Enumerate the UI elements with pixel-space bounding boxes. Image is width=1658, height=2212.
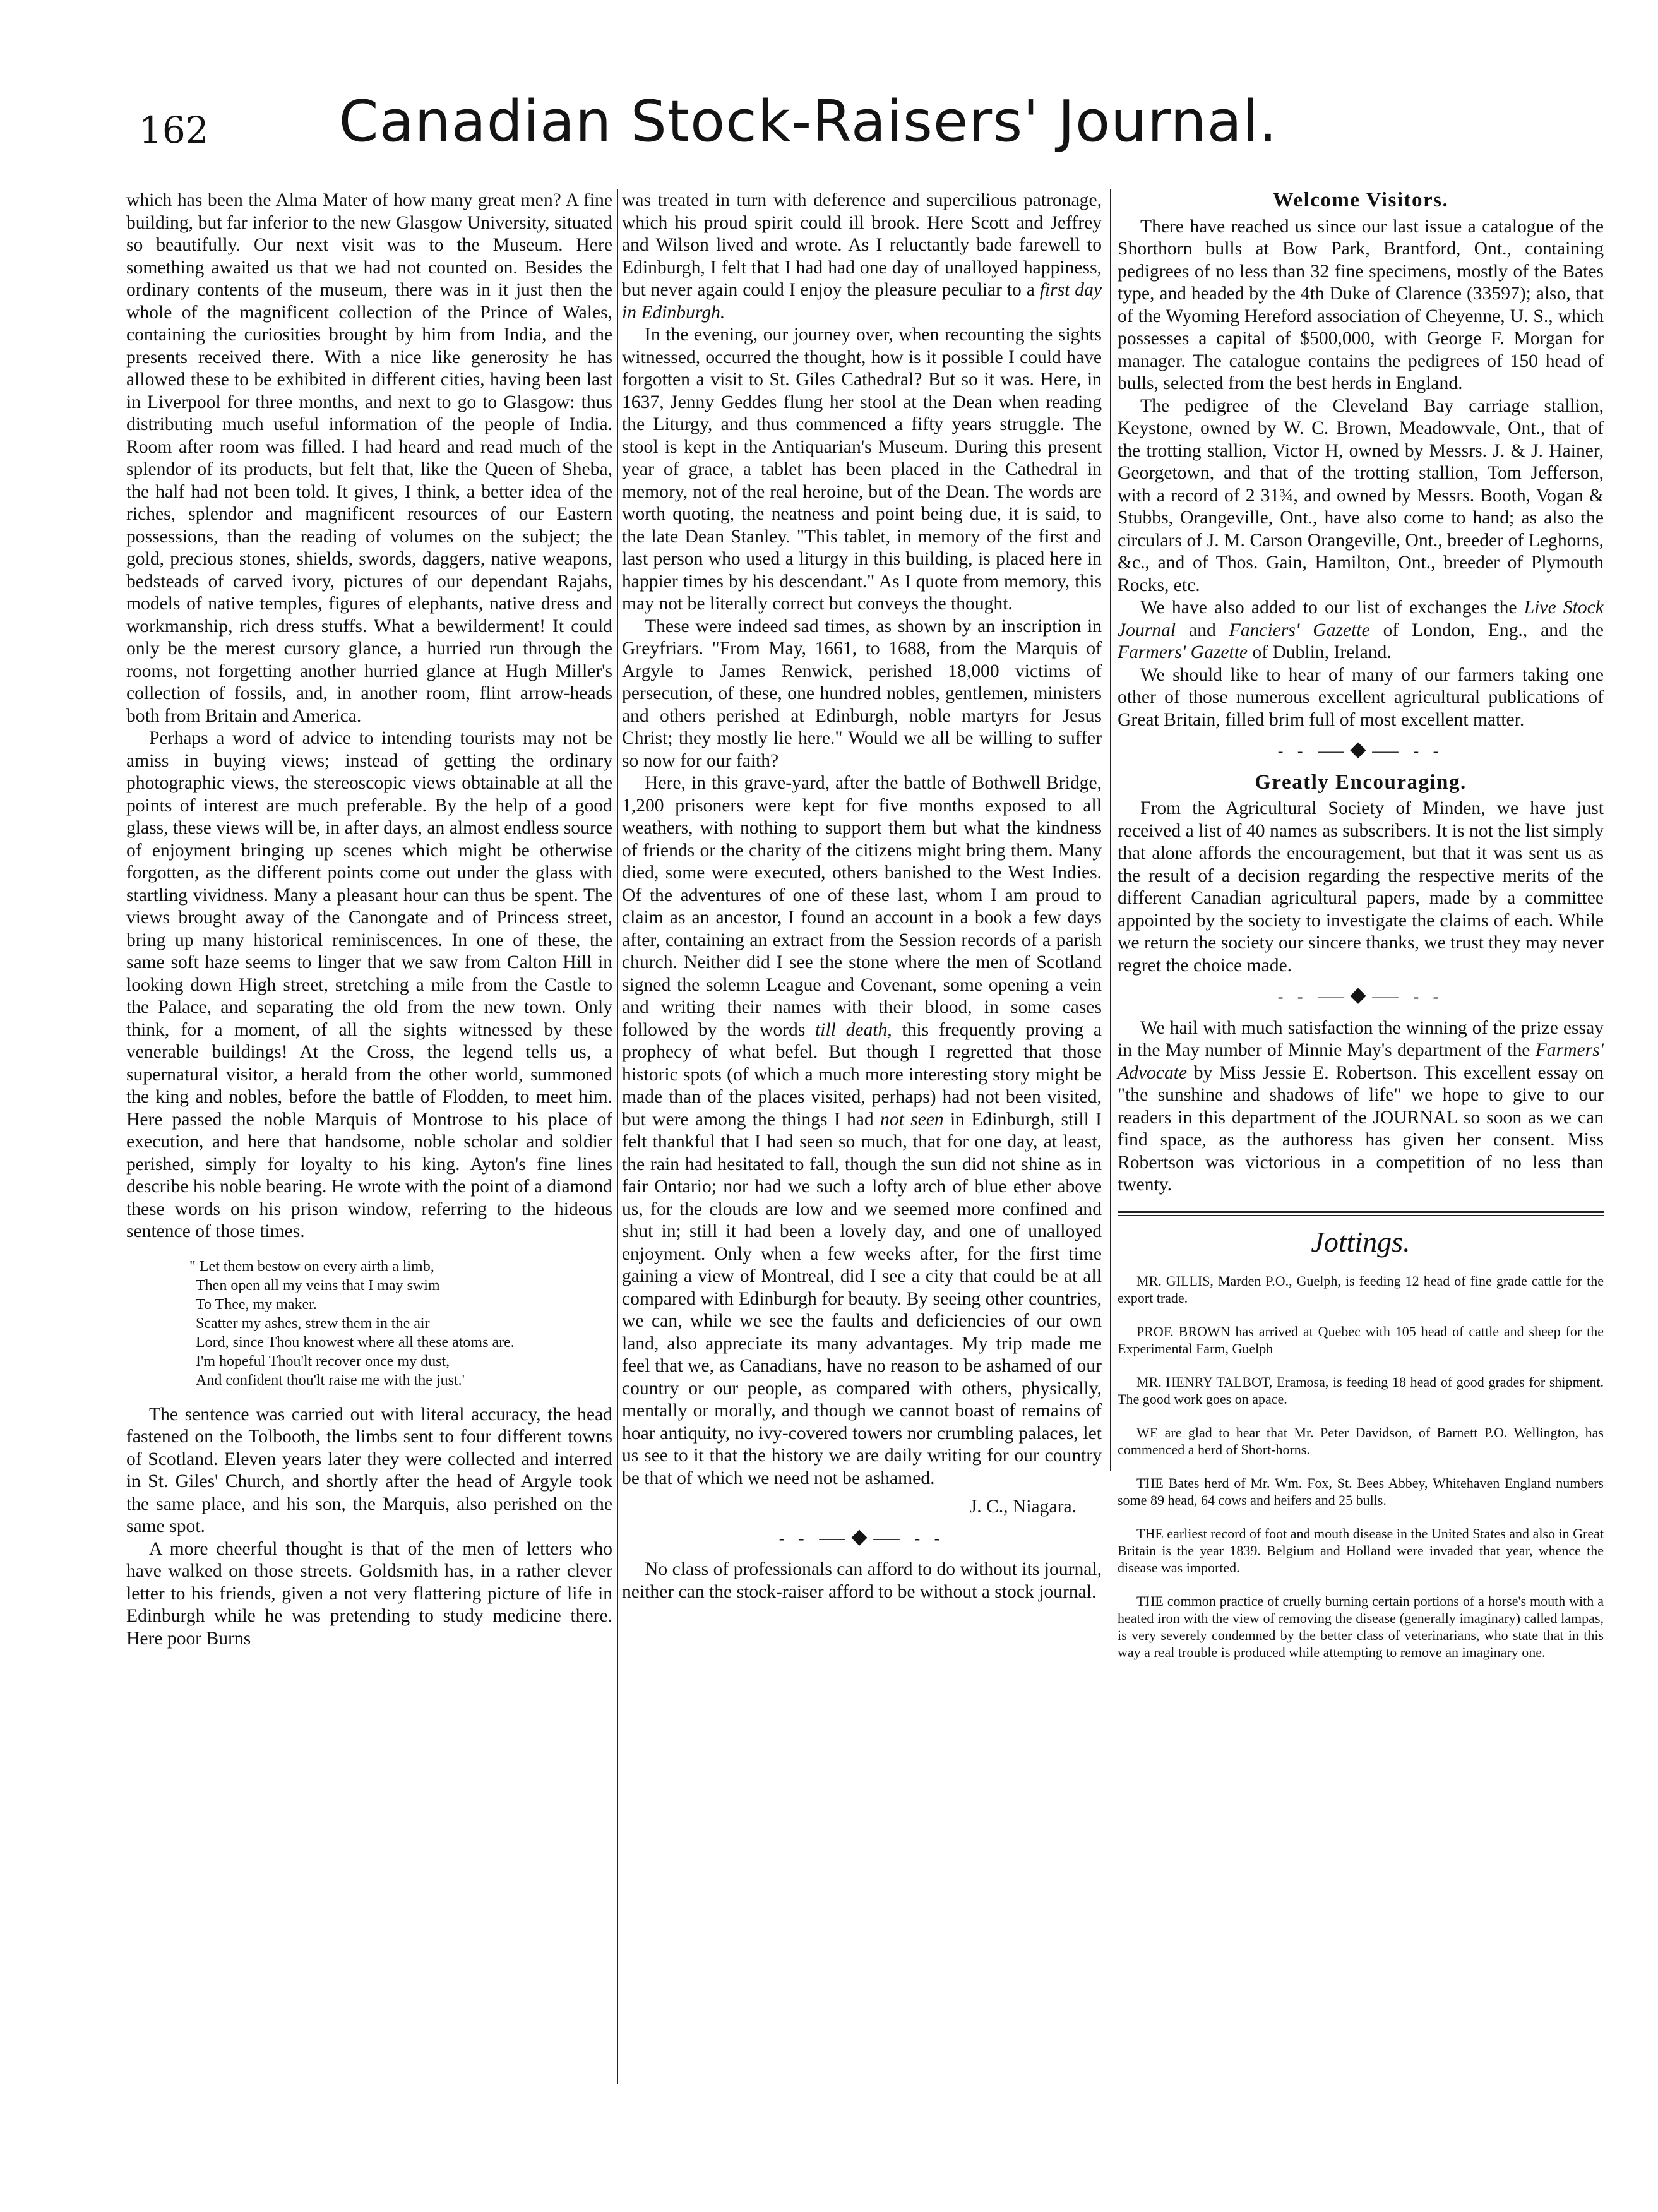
article-paragraph (1118, 597, 1604, 664)
poem-line: To Thee, my maker. (196, 1296, 317, 1313)
text-run: this frequently proving a prophecy of what befel. But though I regretted that those historic spots (of which a much more interesting story might be made than of the places visited, perhaps) had not been visited, but were among the things I had (622, 1019, 1102, 1130)
article-paragraph: No class of professionals can afford to do without its journal, neither can the stock-raiser afford to be without a stock journal. (622, 1559, 1102, 1602)
jottings-heading: Jottings. (1311, 1225, 1410, 1258)
jotting-item: THE earliest record of foot and mouth disease in the United States and also in Great Britain is the year 1839. Belgium and Holland were invaded that year, whence the disease was imported. (1118, 1525, 1604, 1575)
jotting-item: THE common practice of cruelly burning certain portions of a horse's mouth with a heated iron with the view of removing the disease (generally imaginary) called lampas, is very severely condemned by the better class of veterinarians, who state that in this way a real trouble is produced while attempting to remove an imaginary one. (1118, 1593, 1604, 1660)
column-rule-right (1110, 189, 1111, 1471)
text-run: of Dublin, Ireland. (1248, 642, 1392, 662)
jotting-item: THE Bates herd of Mr. Wm. Fox, St. Bees Abbey, Whitehaven England numbers some 89 head, 64 cows and heifers and 25 bulls. (1118, 1474, 1604, 1508)
poem-line: And confident thou'lt raise me with the just.' (196, 1372, 465, 1389)
text-run: We hail with much satisfaction the winning of the prize essay in the May number of Minnie May's department of the (1118, 1017, 1604, 1060)
article-paragraph (1118, 1017, 1604, 1197)
text-run: was treated in turn with deference and supercilious patronage, which his proud spirit could ill brook. Here Scott and Jeffrey and Wilson lived and wrote. As I reluctantly bade farewell to Edinburgh, I felt that I had had one day of unalloyed happiness, but never again could I enjoy the pleasure peculiar to a (622, 190, 1102, 300)
ornament-divider: - - ⸺◆⸺ - - (1277, 988, 1444, 1006)
section-heading: Welcome Visitors. (1272, 189, 1449, 212)
article-paragraph: A more cheerful thought is that of the men of letters who have walked on those streets. Goldsmith has, in a rather clever letter to his friends, given a not very flattering picture of life in Edinburgh while he was pretending to study medicine there. Here poor Burns (126, 1538, 612, 1649)
text-run: Here, in this grave-yard, after the battle of Bothwell Bridge, 1,200 prisoners were kept for five months exposed to all weathers, with nothing to support them but what the kindness of friends or the charity of the citizens might bring them. Many died, some were executed, others banished to the West Indies. Of the adventures of one of these last, whom I am proud to claim as an ancestor, I found an account in a book a few days after, containing an extract from the Session records of a parish church. Neither did I see the stone where the men of Scotland signed the solemn League and Covenant, some opening a vein and writing their names with their blood, in some cases followed by the words (622, 773, 1102, 1040)
article-paragraph: From the Agricultural Society of Minden, we have just received a list of 40 names as subscribers. It is not the list simply that alone affords the encouragement, but that it was sent us as the result of a decision regarding the respective merits of the different Canadian agricultural papers, made by a committee appointed by the society to investigate the claims of each. While we return the society our sincere thanks, we trust they may never regret the choice made. (1118, 798, 1604, 976)
article-paragraph (622, 772, 1102, 1490)
ornament-divider: - - ⸺◆⸺ - - (1277, 742, 1444, 760)
poem-line: I'm hopeful Thou'lt recover once my dust, (196, 1353, 450, 1370)
page-header (139, 88, 1477, 170)
italic-text: Fanciers' Gazette (1229, 619, 1370, 640)
text-run: in Edinburgh, still I felt thankful that I had seen so much, that for one day, at least, the rain had hesitated to fall, though the sun did not shine as in fair Ontario; nor had we such a lofty arch of blue ether above us, for the clouds are low and we seemed more confined and shut in; still it had been a lovely day, and one of unalloyed enjoyment. Only when a few weeks after, for the first time gaining a view of Montreal, did I see a city that could be at all compared with Edinburgh for beauty. By seeing other countries, we can, while we see the faults and deficiencies of our own land, also appreciate its many advantages. My trip made me feel that we, as Canadians, have no reason to be ashamed of our country or our people, as compared with others, physically, mentally or morally, and though we cannot boast of remains of hoar antiquity, no ivy-covered towers nor crumbling palaces, let us see to it that the history we are daily writing for our country be that of which we need not be ashamed. (622, 1109, 1102, 1488)
italic-text: till death, (815, 1019, 892, 1040)
jotting-item: PROF. BROWN has arrived at Quebec with 105 head of cattle and sheep for the Experimental Farm, Guelph (1118, 1323, 1604, 1356)
poem-quote (189, 1257, 612, 1390)
article-paragraph (622, 189, 1102, 324)
article-paragraph: There have reached us since our last issue a catalogue of the Shorthorn bulls at Bow Park, Brantford, Ont., containing pedigrees of no less than 32 fine specimens, mostly of the Bates type, and headed by the 4th Duke of Clarence (33597); also, that of the Wyoming Hereford association of Cheyenne, U. S., which possesses a capital of $500,000, with George F. Morgan for manager. The catalogue contains the pedigrees of 150 head of bulls, selected from the best herds in England. (1118, 216, 1604, 393)
column-rule-left (617, 189, 618, 2084)
section-heading: Greatly Encouraging. (1255, 770, 1467, 794)
article-paragraph: Perhaps a word of advice to intending tourists may not be amiss in buying views; instead of getting the ordinary photographic views, the stereoscopic views obtainable at all the points of interest are much preferable. By the help of a good glass, these views will be, in after days, an almost endless source of enjoyment bringing up scenes which might be otherwise forgotten, as the different points come out under the glass with startling vividness. Many a pleasant hour can thus be spent. The views brought away of the Canongate and of Princess street, bring up many historical reminiscences. In one of these, the same soft haze seems to linger that we saw from Calton Hill in looking down High street, stretching a mile from the Castle to the Palace, and separating the old from the new town. Only think, for a moment, of all the sights witnessed by these venerable buildings! At the Cross, the legend tells us, a supernatural visitor, a herald from the other world, summoned the king and nobles, before the battle of Flodden, to meet him. Here passed the noble Marquis of Montrose to his place of execution, and here that handsome, noble scholar and soldier perished, simply for loyalty to his king. Ayton's fine lines describe his noble bearing. He wrote with the point of a diamond these words on his prison window, referring to the hideous sentence of those times. (126, 728, 612, 1241)
jotting-item: MR. GILLIS, Marden P.O., Guelph, is feeding 12 head of fine grade cattle for the export trade. (1118, 1272, 1604, 1306)
italic-text: Live Stock Journal (1118, 597, 1604, 640)
article-paragraph: which has been the Alma Mater of how many great men? A fine building, but far inferior to the new Glasgow University, situated so beautifully. Our next visit was to the Museum. Here something awaited us that we had not counted on. Besides the ordinary contents of the museum, there was in it just then the whole of the magnificent collection of the Prince of Wales, containing the curiosities brought by him from India, and the presents received there. With a nice like generosity he has allowed these to be exhibited in different cities, having been last in Liverpool for three months, and next to go to Glasgow: thus distributing much useful information of the people of India. Room after room was filled. I had heard and read much of the splendor of its products, but felt that, like the Queen of Sheba, the half had not been told. It gives, I think, a better idea of the riches, splendor and magnificent resources of our Eastern possessions, than the reading of volumes on the subject; the gold, precious stones, shields, swords, daggers, native weapons, bedsteads of carved ivory, pictures of our dependant Rajahs, models of native temples, figures of elephants, native dress and workmanship, rich dress stuffs. What a bewilderment! It could only be the merest cursory glance, a hurried run through the rooms, not forgetting another hurried glance at Hugh Miller's collection of fossils, and, in another room, flint arrow-heads both from Britain and America. (126, 190, 612, 726)
article-paragraph: The pedigree of the Cleveland Bay carriage stallion, Keystone, owned by W. C. Brown, Meadowvale, Ont., that of the trotting stallion, Victor H, owned by Messrs. J. & J. Hainer, Georgetown, and that of the trotting stallion, Tom Jefferson, with a record of 2 31¾, and owned by Messrs. Booth, Vogan & Stubbs, Orangeville, Ont., have also come to hand; as also the circulars of J. M. Carson Orangeville, Ont., breeder of Leghorns, &c., and of Thos. Gain, Hamilton, Ont., breeder of Plymouth Rocks, etc. (1118, 395, 1604, 595)
column-1 (126, 189, 612, 1650)
jotting-item: WE are glad to hear that Mr. Peter Davidson, of Barnett P.O. Wellington, has commenced a herd of Short-horns. (1118, 1424, 1604, 1457)
poem-line: Lord, since Thou knowest where all these atoms are. (196, 1334, 515, 1351)
article-paragraph: The sentence was carried out with literal accuracy, the head fastened on the Tolbooth, the limbs sent to four different towns of Scotland. Eleven years later they were collected and interred in St. Giles' Church, and shortly after the head of Argyle took the same place, and his son, the Marquis, also perished on the same spot. (126, 1404, 612, 1536)
italic-text: Farmers' Advocate (1118, 1040, 1604, 1083)
poem-line: " Let them bestow on every airth a limb, (189, 1258, 434, 1275)
poem-line: Scatter my ashes, strew them in the air (196, 1315, 430, 1332)
text-run: and (1176, 619, 1229, 640)
article-paragraph: In the evening, our journey over, when recounting the sights witnessed, occurred the thought, how is it possible I could have forgotten a visit to St. Giles Cathedral? But so it was. Here, in 1637, Jenny Geddes flung her stool at the Dean when reading the Liturgy, and thus commenced a fifty years struggle. The stool is kept in the Antiquarian's Museum. During this present year of grace, a tablet has been placed in the Cathedral in memory, not of the real heroine, but of the Dean. The words are worth quoting, the neatness and point being due, it is said, to the late Dean Stanley. "This tablet, in memory of the first and last person who used a liturgy in this building, is placed here in happier times by his descendant." As I quote from memory, this may not be literally correct but conveys the thought. (622, 325, 1102, 614)
ornament-divider: - - ⸺◆⸺ - - (778, 1529, 945, 1548)
column-2 (622, 189, 1102, 1603)
signature: J. C., Niagara. (969, 1497, 1077, 1517)
italic-text: first day in Edinburgh. (622, 280, 1102, 323)
section-rule (1118, 1211, 1604, 1216)
text-run: of London, Eng., and the (1369, 619, 1604, 640)
page-number: 162 (139, 109, 209, 152)
text-run: by Miss Jessie E. Robertson. This excellent essay on "the sunshine and shadows of life" we hope to give to our readers in this department of the JOURNAL so soon as we can find space, as the authoress has given her consent. Miss Robertson was victorious in a competition of no less than twenty. (1118, 1062, 1604, 1195)
article-paragraph: These were indeed sad times, as shown by an inscription in Greyfriars. "From May, 1661, to 1688, from the Marquis of Argyle to James Renwick, perished 18,000 victims of persecution, of these, one hundred nobles, gentlemen, ministers and others perished at Edinburgh, noble martyrs for Jesus Christ; they mostly lie here." Would we all be willing to suffer so now for our faith? (622, 616, 1102, 771)
italic-text: not seen (880, 1109, 944, 1130)
italic-text: Farmers' Gazette (1118, 642, 1248, 662)
column-3 (1118, 189, 1604, 1677)
poem-line: Then open all my veins that I may swim (196, 1277, 440, 1294)
journal-title: Canadian Stock-Raisers' Journal. (338, 88, 1278, 155)
text-run: We have also added to our list of exchanges the (1140, 597, 1524, 618)
jotting-item: MR. HENRY TALBOT, Eramosa, is feeding 18 head of good grades for shipment. The good work goes on apace. (1118, 1373, 1604, 1407)
article-paragraph: We should like to hear of many of our farmers taking one other of those numerous excellent agricultural publications of Great Britain, filled brim full of most excellent matter. (1118, 664, 1604, 730)
